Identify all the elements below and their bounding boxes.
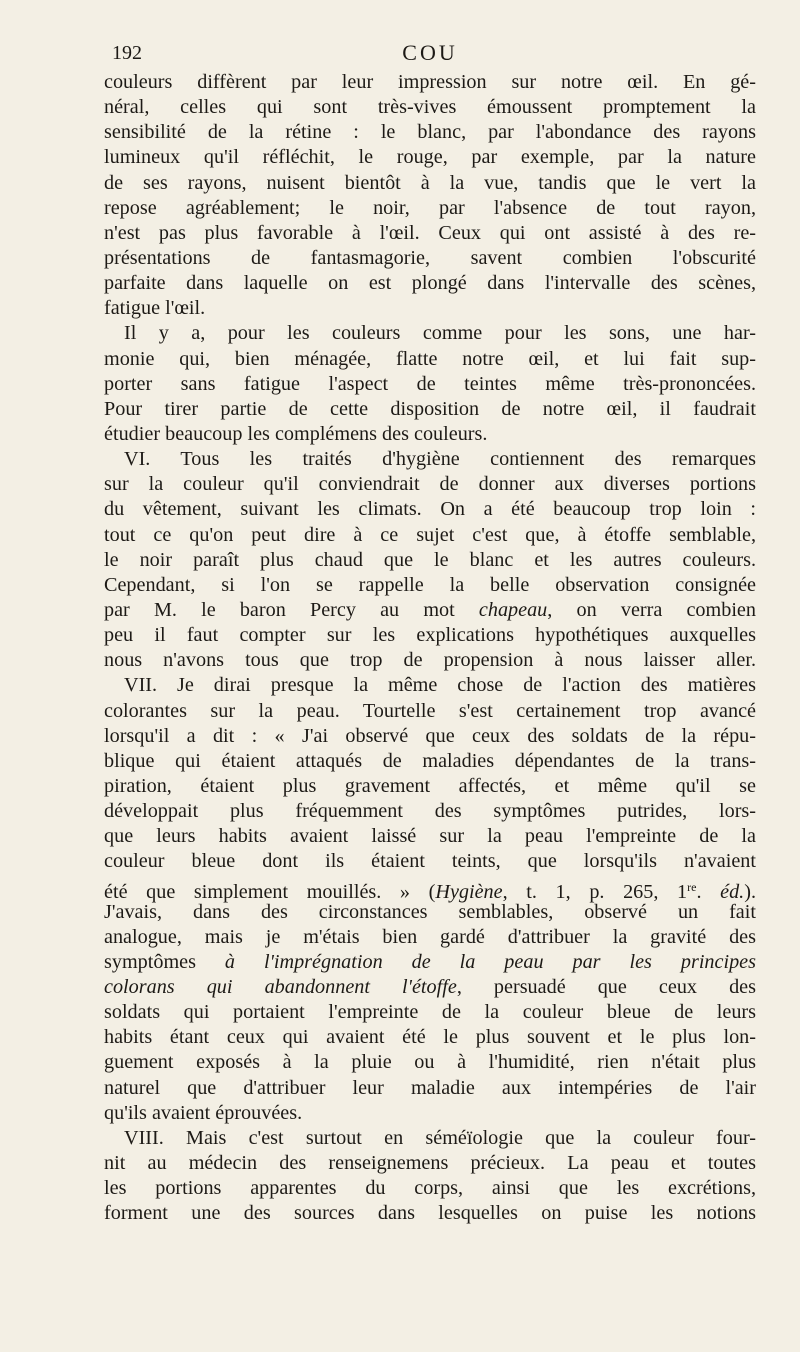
running-head: [104, 38, 756, 68]
superscript: re: [687, 879, 697, 894]
text-line: repose agréablement; le noir, par l'absence de tout rayon,: [104, 196, 756, 219]
text-line: monie qui, bien ménagée, flatte notre œil, et lui fait sup-: [104, 347, 756, 370]
text-line: Pour tirer partie de cette disposition de notre œil, il faudrait: [104, 397, 756, 420]
running-head-title: COU: [402, 40, 458, 65]
text-line: n'est pas plus favorable à l'œil. Ceux qui ont assisté à des re-: [104, 221, 756, 244]
text-line: piration, étaient plus gravement affectés, et même qu'il se: [104, 774, 756, 797]
text-line: parfaite dans laquelle on est plongé dans l'intervalle des scènes,: [104, 272, 756, 295]
text-line: blique qui étaient attaqués de maladies dépendantes de la trans-: [104, 749, 756, 772]
italic-span: à l'imprégnation de la peau par les principes: [224, 950, 756, 973]
text-line: de ses rayons, nuisent bientôt à la vue, tandis que le vert la: [104, 171, 756, 194]
text-line: [104, 598, 756, 623]
text-line: du vêtement, suivant les climats. On a été beaucoup trop loin :: [104, 498, 756, 521]
text-span: par M. le baron Percy au mot: [104, 598, 479, 621]
text-span: été que simplement mouillés. » (: [104, 880, 436, 903]
text-line: étudier beaucoup les complémens des couleurs.: [104, 422, 488, 445]
text-line: porter sans fatigue l'aspect de teintes même très-prononcées.: [104, 372, 756, 395]
text-line: sur la couleur qu'il conviendrait de donner aux diverses portions: [104, 473, 756, 496]
text-line: naturel que d'attribuer leur maladie aux intempéries de l'air: [104, 1076, 756, 1099]
text-line: lorsqu'il a dit : « J'ai observé que ceux des soldats de la répu-: [104, 724, 756, 747]
text-line: lumineux qu'il réfléchit, le rouge, par exemple, par la nature: [104, 146, 756, 169]
text-line: forment une des sources dans lesquelles on puise les notions: [104, 1202, 756, 1225]
text-span: .: [696, 880, 721, 903]
text-line: habits étant ceux qui avaient été le plus souvent et le plus lon-: [104, 1026, 756, 1049]
text-span: ).: [744, 880, 757, 903]
page-number: 192: [112, 42, 142, 64]
text-span: , persuadé que ceux des: [456, 976, 756, 999]
text-line: colorantes sur la peau. Tourtelle s'est certainement trop avancé: [104, 699, 756, 722]
text-line: sensibilité de la rétine : le blanc, par l'abondance des rayons: [104, 121, 756, 144]
text-line: analogue, mais je m'étais bien gardé d'attribuer la gravité des: [104, 925, 756, 948]
text-line: Cependant, si l'on se rappelle la belle observation consignée: [104, 573, 756, 596]
text-line: tout ce qu'on peut dire à ce sujet c'est que, à étoffe semblable,: [104, 523, 756, 546]
text-line: nous n'avons tous que trop de propension à nous laisser aller.: [104, 649, 756, 672]
text-line: fatigue l'œil.: [104, 297, 206, 320]
text-line: que leurs habits avaient laissé sur la peau l'empreinte de la: [104, 825, 756, 848]
page: [104, 38, 756, 1226]
body-text: [104, 70, 756, 1226]
text-line: nit au médecin des renseignemens précieux. La peau et toutes: [104, 1152, 756, 1175]
text-line: couleur bleue dont ils étaient teints, que lorsqu'ils n'avaient: [104, 850, 756, 873]
italic-span: chapeau: [478, 598, 548, 621]
italic-span: colorans qui abandonnent l'étoffe: [104, 976, 457, 999]
text-span: , on verra combien: [547, 598, 756, 621]
italic-span: Hygiène: [435, 880, 503, 903]
text-line: VI. Tous les traités d'hygiène contiennent des remarques: [124, 448, 756, 471]
text-line: peu il faut compter sur les explications hypothétiques auxquelles: [104, 624, 756, 647]
text-line: couleurs diffèrent par leur impression sur notre œil. En gé-: [104, 71, 756, 93]
text-line: néral, celles qui sont très-vives émoussent promptement la: [104, 96, 756, 119]
text-line: soldats qui portaient l'empreinte de la couleur bleue de leurs: [104, 1001, 756, 1024]
text-line: VII. Je dirai presque la même chose de l'action des matières: [124, 674, 756, 697]
text-line: guement exposés à la pluie ou à l'humidité, rien n'était plus: [104, 1051, 756, 1074]
text-line: [104, 975, 756, 1000]
text-line: [104, 875, 757, 903]
text-line: le noir paraît plus chaud que le blanc et les autres couleurs.: [104, 548, 756, 571]
text-line: VIII. Mais c'est surtout en séméïologie que la couleur four-: [124, 1126, 756, 1149]
text-line: présentations de fantasmagorie, savent combien l'obscurité: [104, 246, 756, 269]
text-line: [104, 950, 756, 975]
text-line: Il y a, pour les couleurs comme pour les sons, une har-: [124, 322, 756, 345]
text-span: , t. 1, p. 265, 1: [502, 880, 688, 903]
text-span: symptômes: [104, 950, 225, 973]
text-line: les portions apparentes du corps, ainsi que les excrétions,: [104, 1177, 756, 1200]
text-line: qu'ils avaient éprouvées.: [104, 1101, 303, 1124]
italic-span: éd.: [720, 880, 745, 903]
text-line: développait plus fréquemment des symptômes putrides, lors-: [104, 800, 756, 823]
text-line: J'avais, dans des circonstances semblables, observé un fait: [104, 900, 756, 923]
